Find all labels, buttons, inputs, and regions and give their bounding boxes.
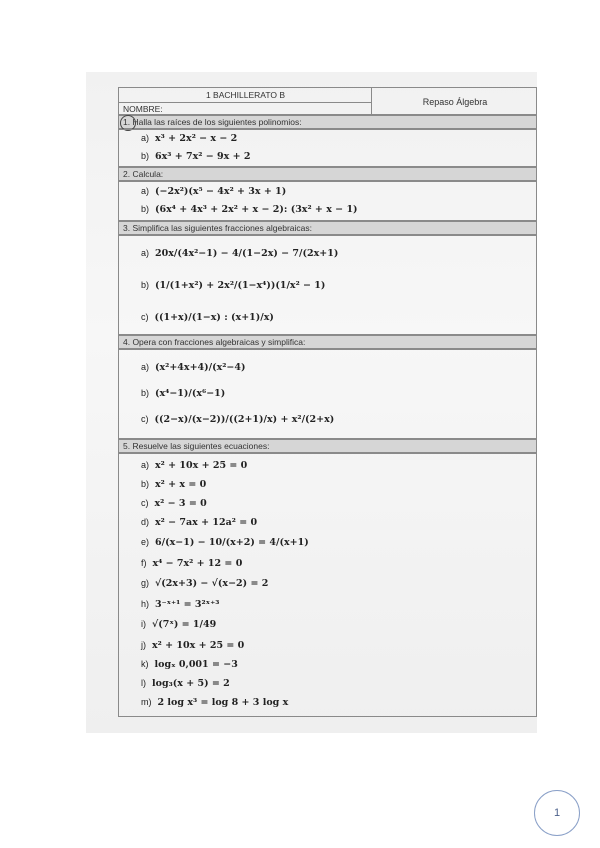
exercise-item: a) x² + 10x + 25 = 0 [141, 460, 248, 471]
section-heading-3: 3. Simplifica las siguientes fracciones algebraicas: [118, 221, 537, 235]
subject-title: Repaso Álgebra [422, 97, 488, 107]
exercise-item: e) 6/(x−1) − 10/(x+2) = 4/(x+1) [141, 537, 309, 548]
exercise-item: a) (x²+4x+4)/(x²−4) [141, 362, 246, 373]
section-heading-1: 1. Halla las raíces de los siguientes polinomios: [118, 115, 537, 129]
exercise-item: b) (1/(1+x²) + 2x²/(1−x⁴))(1/x² − 1) [141, 280, 326, 291]
section-heading-4: 4. Opera con fracciones algebraicas y simplifica: [118, 335, 537, 349]
section-heading-5: 5. Resuelve las siguientes ecuaciones: [118, 439, 537, 453]
exercise-item: b) (x⁴−1)/(x⁶−1) [141, 388, 226, 399]
exercise-item: h) 3⁻ˣ⁺¹ = 3²ˣ⁺³ [141, 599, 220, 610]
section-body-3 [118, 235, 537, 335]
exercise-item: j) x² + 10x + 25 = 0 [141, 640, 245, 651]
name-label: NOMBRE: [123, 104, 163, 114]
exercise-item: b) 6x³ + 7x² − 9x + 2 [141, 151, 251, 162]
exercise-item: l) log₃(x + 5) = 2 [141, 678, 230, 689]
exercise-item: c) ((2−x)/(x−2))/((2+1)/x) + x²/(2+x) [141, 414, 335, 425]
exam-sheet [118, 87, 537, 717]
exercise-item: a) (−2x²)(x⁵ − 4x² + 3x + 1) [141, 186, 287, 197]
exercise-item: g) √(2x+3) − √(x−2) = 2 [141, 578, 269, 589]
section-heading-2: 2. Calcula: [118, 167, 537, 181]
exercise-item: m) 2 log x³ = log 8 + 3 log x [141, 697, 289, 708]
divider [119, 102, 372, 103]
exercise-item: b) x² + x = 0 [141, 479, 207, 490]
section-body-5 [118, 453, 537, 717]
exercise-item: a) x³ + 2x² − x − 2 [141, 133, 238, 144]
course-title: 1 BACHILLERATO B [205, 90, 286, 100]
section-body-1 [118, 129, 537, 167]
page-number-badge: 1 [534, 790, 580, 836]
section-body-2 [118, 181, 537, 221]
exercise-item: d) x² − 7ax + 12a² = 0 [141, 517, 258, 528]
exercise-item: b) (6x⁴ + 4x³ + 2x² + x − 2): (3x² + x − 1) [141, 204, 358, 215]
exercise-item: f) x⁴ − 7x² + 12 = 0 [141, 558, 243, 569]
exercise-item: i) √(7ˣ) = 1/49 [141, 619, 217, 630]
exercise-item: k) logₓ 0,001 = −3 [141, 659, 238, 670]
header-row [118, 87, 537, 115]
exercise-item: c) ((1+x)/(1−x) : (x+1)/x) [141, 312, 274, 323]
exercise-item: c) x² − 3 = 0 [141, 498, 207, 509]
exercise-item: a) 20x/(4x²−1) − 4/(1−2x) − 7/(2x+1) [141, 248, 339, 259]
title-cell [119, 88, 372, 116]
section-body-4 [118, 349, 537, 439]
